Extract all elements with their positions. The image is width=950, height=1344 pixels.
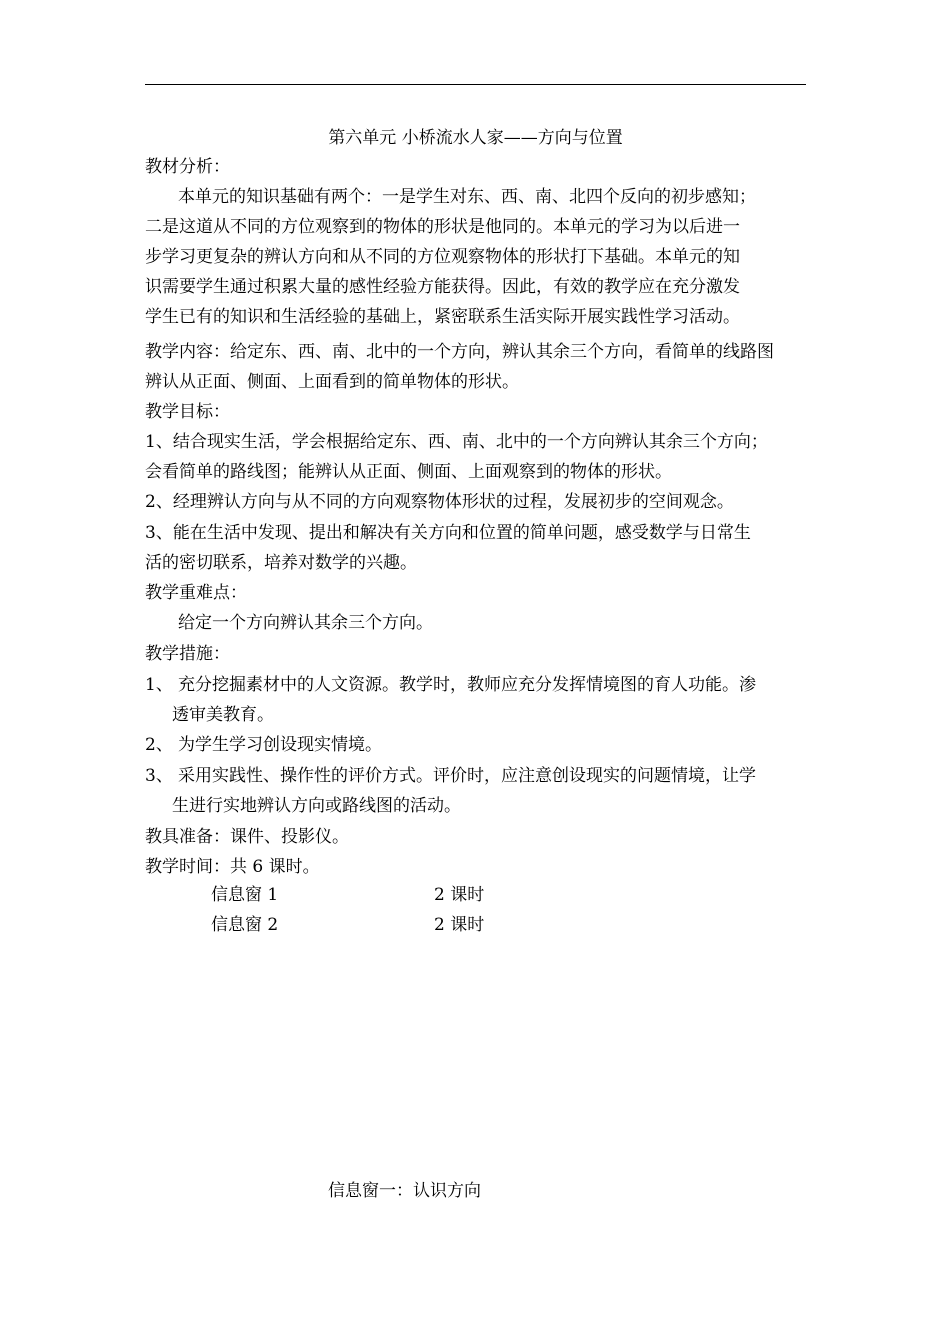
- measure-line: 透审美教育。: [172, 705, 274, 725]
- content-line: 教学内容：给定东、西、南、北中的一个方向，辨认其余三个方向，看简单的线路图: [145, 342, 774, 362]
- goals-line: 3、能在生活中发现、提出和解决有关方向和位置的简单问题，感受数学与日常生: [145, 523, 751, 543]
- goals-heading: 教学目标：: [145, 402, 230, 422]
- goals-line: 会看简单的路线图；能辨认从正面、侧面、上面观察到的物体的形状。: [145, 462, 672, 482]
- content-line: 辨认从正面、侧面、上面看到的简单物体的形状。: [145, 372, 519, 392]
- measure-number: 3、: [145, 766, 173, 786]
- analysis-line: 二是这道从不同的方位观察到的物体的形状是他同的。本单元的学习为以后进一: [145, 217, 740, 237]
- measure-number: 2、: [145, 735, 173, 755]
- analysis-line: 识需要学生通过积累大量的感性经验方能获得。因此，有效的教学应在充分激发: [145, 277, 740, 297]
- measure-line: 为学生学习创设现实情境。: [178, 735, 382, 755]
- measure-number: 1、: [145, 675, 173, 695]
- analysis-heading: 教材分析：: [145, 157, 230, 177]
- measure-line: 采用实践性、操作性的评价方式。评价时，应注意创设现实的问题情境，让学: [178, 766, 756, 786]
- measure-line: 充分挖掘素材中的人文资源。教学时，教师应充分发挥情境图的育人功能。渗: [178, 675, 756, 695]
- time-row-hours: 2 课时: [434, 885, 485, 905]
- difficulty-text: 给定一个方向辨认其余三个方向。: [178, 613, 433, 633]
- analysis-line: 步学习更复杂的辨认方向和从不同的方位观察物体的形状打下基础。本单元的知: [145, 247, 740, 267]
- goals-line: 2、经理辨认方向与从不同的方向观察物体形状的过程，发展初步的空间观念。: [145, 492, 734, 512]
- time-heading: 教学时间：共 6 课时。: [145, 857, 320, 877]
- time-row-hours: 2 课时: [434, 915, 485, 935]
- tools-line: 教具准备：课件、投影仪。: [145, 827, 349, 847]
- top-rule: [145, 84, 806, 85]
- measures-heading: 教学措施：: [145, 644, 230, 664]
- page-title: 第六单元 小桥流水人家——方向与位置: [328, 128, 623, 148]
- time-row-name: 信息窗 1: [211, 885, 279, 905]
- measure-line: 生进行实地辨认方向或路线图的活动。: [172, 796, 461, 816]
- analysis-line: 本单元的知识基础有两个：一是学生对东、西、南、北四个反向的初步感知；: [178, 187, 756, 207]
- goals-line: 1、结合现实生活，学会根据给定东、西、南、北中的一个方向辨认其余三个方向；: [145, 432, 768, 452]
- analysis-line: 学生已有的知识和生活经验的基础上，紧密联系生活实际开展实践性学习活动。: [145, 307, 740, 327]
- section-title: 信息窗一：认识方向: [328, 1181, 481, 1201]
- time-row-name: 信息窗 2: [211, 915, 279, 935]
- goals-line: 活的密切联系，培养对数学的兴趣。: [145, 553, 417, 573]
- difficulty-heading: 教学重难点：: [145, 583, 247, 603]
